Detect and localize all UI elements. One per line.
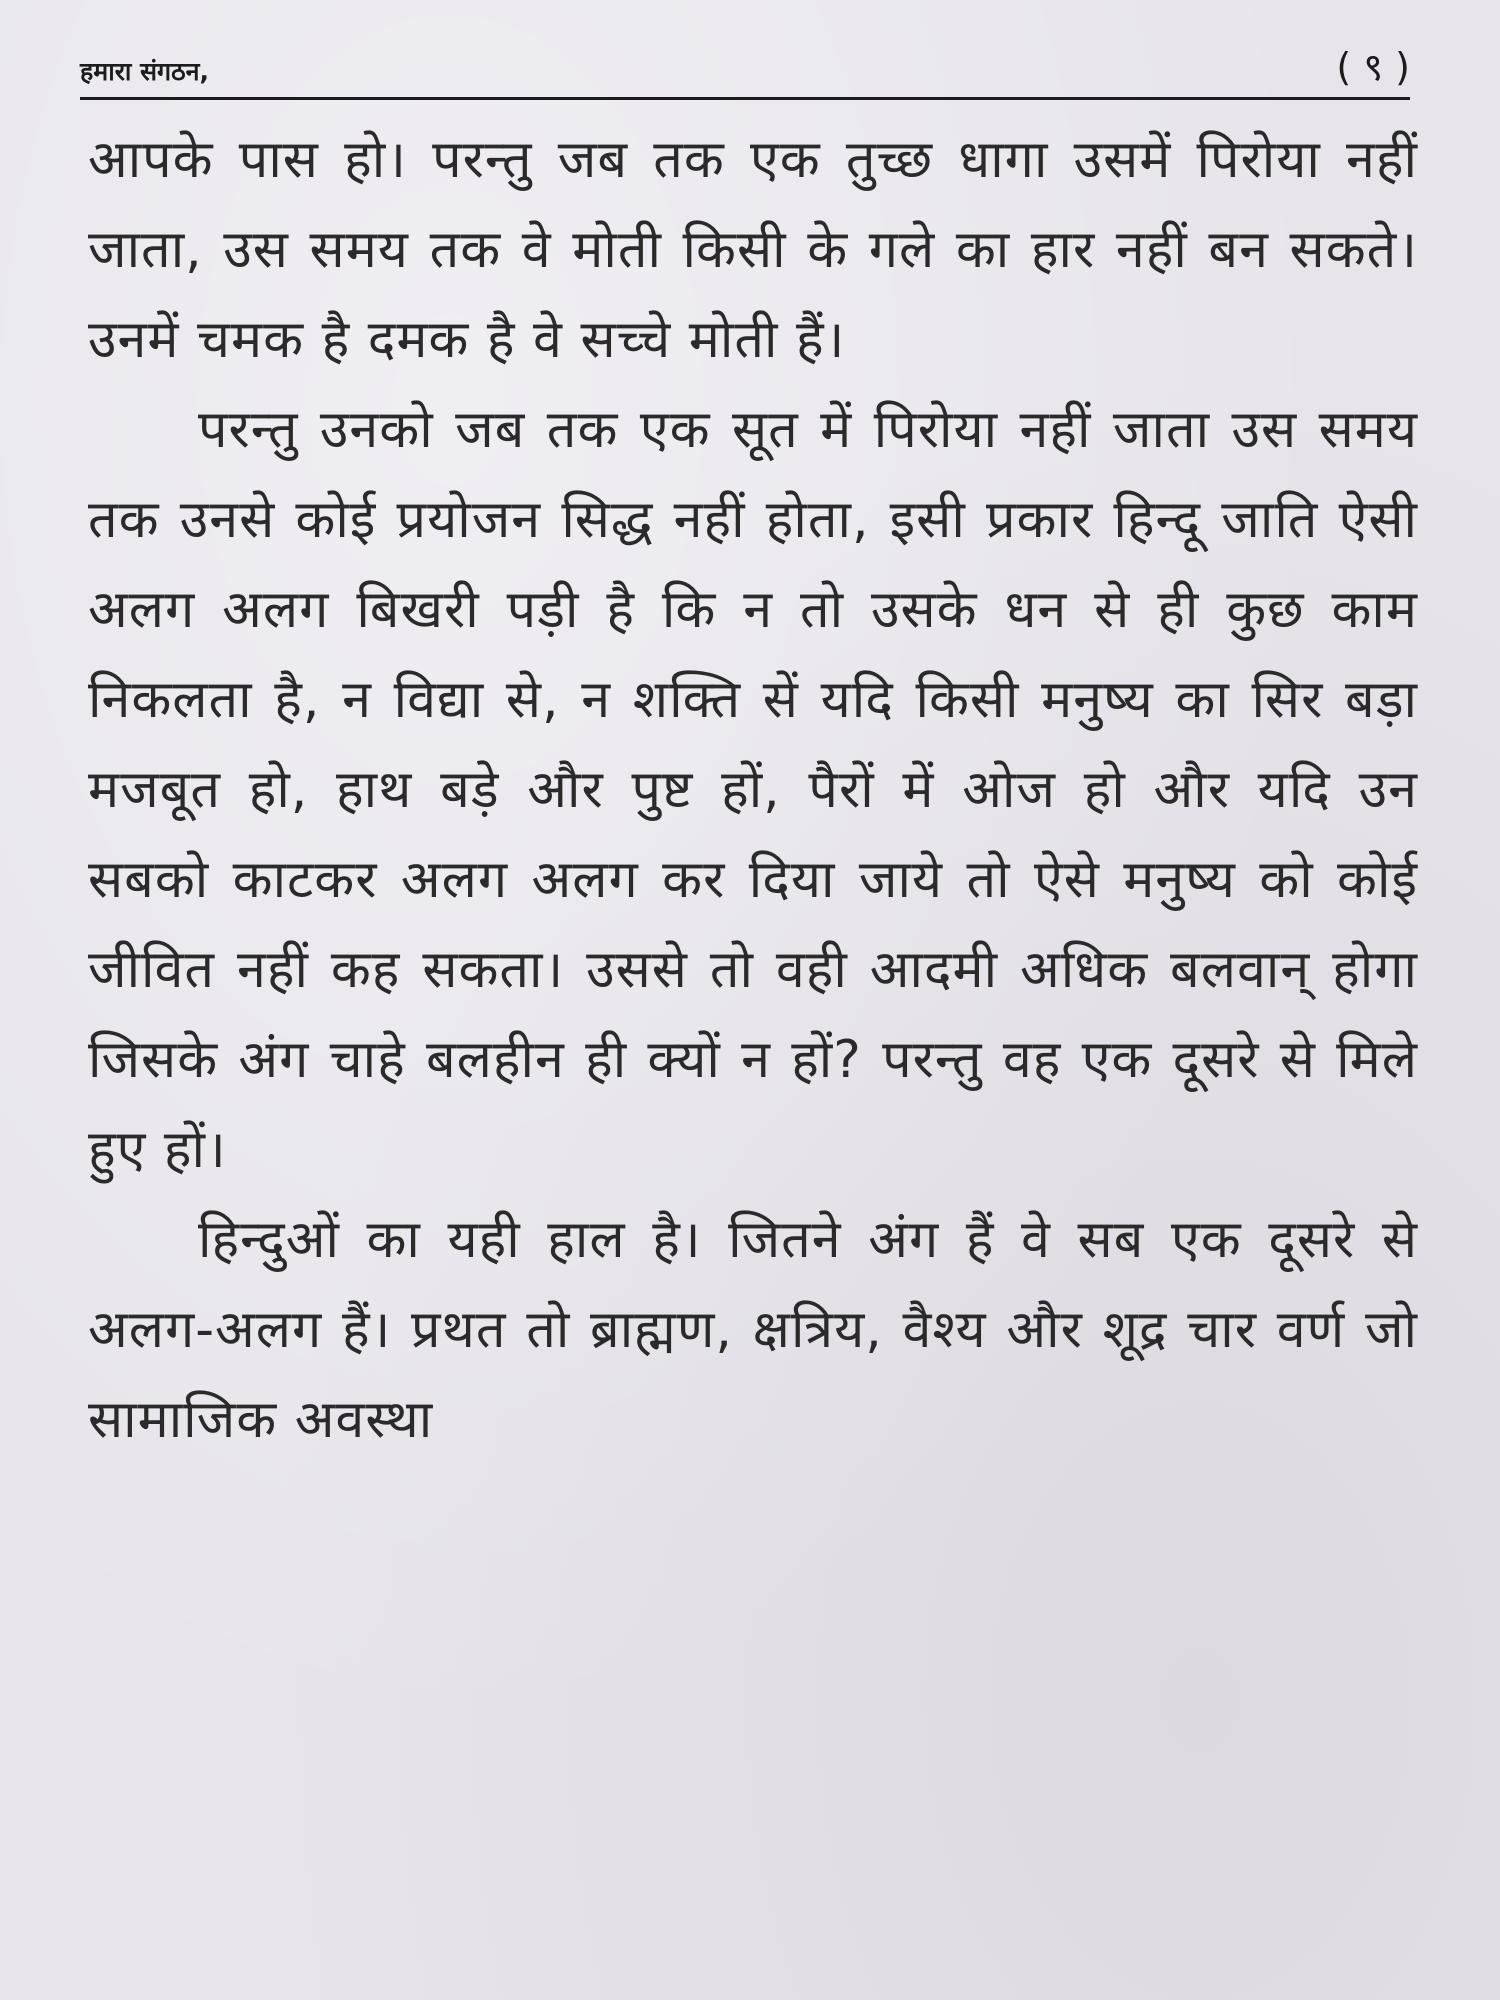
page-number: ( ९ )	[1336, 45, 1410, 89]
paragraph-2: परन्तु उनको जब तक एक सूत में पिरोया नहीं जाता उस समय तक उनसे कोई प्रयोजन सिद्ध नहीं होता, इसी प्रकार हिन्दू जाति ऐसी अलग अलग बिखरी पड़ी है कि न तो उसके धन से ही कुछ काम निकलता है, न विद्या से, न शक्ति सें यदि किसी मनुष्य का सिर बड़ा मजबूत हो, हाथ बड़े और पुष्ट हों, पैरों में ओज हो और यदि उन सबको काटकर अलग अलग कर दिया जाये तो ऐसे मनुष्य को कोई जीवित नहीं कह सकता। उससे तो वही आदमी अधिक बलवान् होगा जिसके अंग चाहे बलहीन ही क्यों न हों? परन्तु वह एक दूसरे से मिले हुए हों।	[88, 400, 1418, 1180]
running-title: हमारा संगठन,	[80, 57, 209, 86]
body-text	[88, 115, 1418, 1465]
paragraph-1: आपके पास हो। परन्तु जब तक एक तुच्छ धागा उसमें पिरोया नहीं जाता, उस समय तक वे मोती किसी के गले का हार नहीं बन सकते। उनमें चमक है दमक है वे सच्चे मोती हैं।	[88, 130, 1418, 370]
paragraph-3: हिन्दुओं का यही हाल है। जितने अंग हैं वे सब एक दूसरे से अलग-अलग हैं। प्रथत तो ब्राह्मण, क्षत्रिय, वैश्य और शूद्र चार वर्ण जो सामाजिक अवस्था	[88, 1210, 1418, 1450]
running-header	[80, 40, 1410, 90]
header-rule	[80, 97, 1410, 100]
